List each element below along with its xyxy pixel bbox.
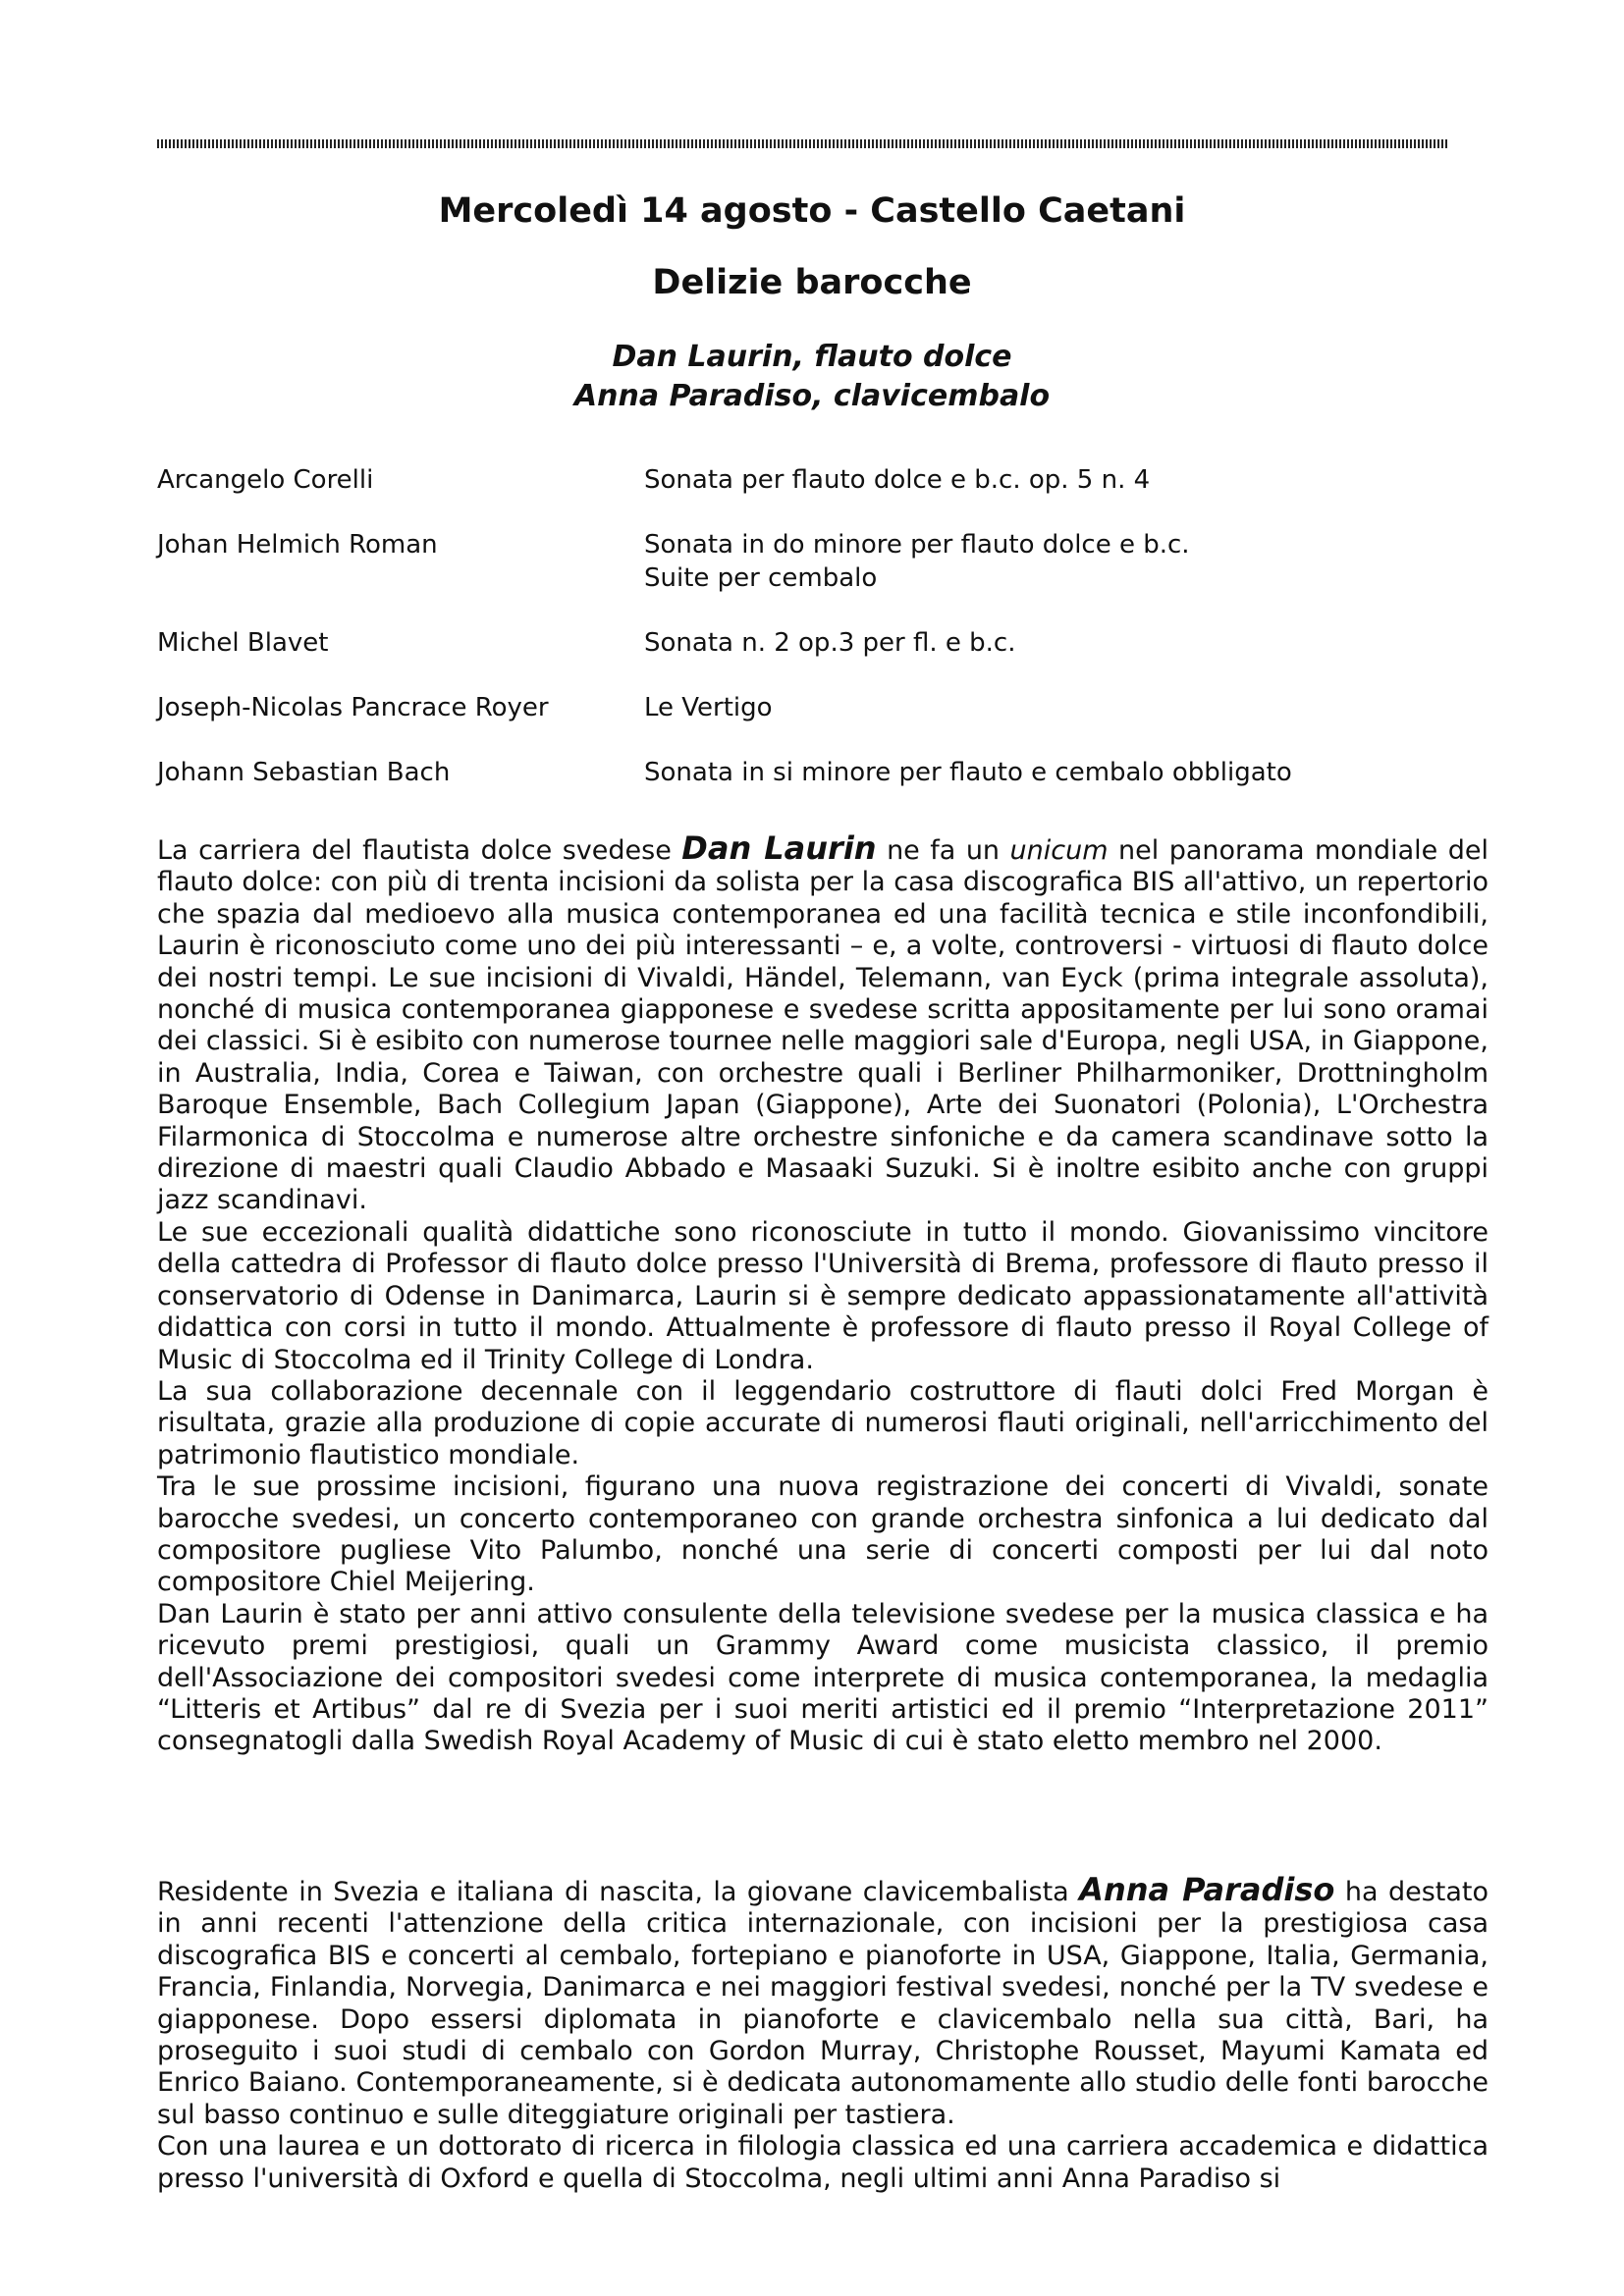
bio-paragraph bbox=[157, 829, 1489, 1217]
bio-text: nel panorama mondiale del flauto dolce: con più di trenta incisioni da solista per la casa discografica BIS all'attivo, un repertorio che spazia dal medioevo alla musica contemporanea ed una facilità tecnica e stile inconfondibili, Laurin è riconosciuto come uno dei più interessanti – e, a volte, controversi - virtuosi di flauto dolce dei nostri tempi. Le sue incisioni di Vivaldi, Händel, Telemann, van Eyck (prima integrale assoluta), nonché di musica contemporanea giapponese e svedese scritta appositamente per lui sono oramai dei classici. Si è esibito con numerose tournee nelle maggiori sale d'Europa, negli USA, in Giappone, in Australia, India, Corea e Taiwan, con orchestre quali i Berliner Philharmoniker, Drottningholm Baroque Ensemble, Bach Collegium Japan (Giappone), Arte dei Suonatori (Polonia), L'Orchestra Filarmonica di Stoccolma e numerose altre orchestre sinfoniche e da camera scandinave sotto la direzione di maestri quali Claudio Abbado e Masaaki Suzuki. Si è inoltre esibito anche con gruppi jazz scandinavi. bbox=[157, 835, 1489, 1216]
concert-program bbox=[157, 463, 1453, 821]
program-pieces bbox=[644, 626, 1453, 660]
piece-title: Sonata n. 2 op.3 per fl. e b.c. bbox=[644, 628, 1016, 658]
performers-block bbox=[0, 338, 1624, 416]
composer-name: Joseph-Nicolas Pancrace Royer bbox=[157, 693, 549, 722]
performer-line: Anna Paradiso, clavicembalo bbox=[573, 379, 1051, 413]
composer-name: Johann Sebastian Bach bbox=[157, 758, 451, 787]
composer-name: Michel Blavet bbox=[157, 628, 329, 658]
concert-title: Mercoledì 14 agosto - Castello Caetani bbox=[438, 191, 1186, 231]
composer-name: Arcangelo Corelli bbox=[157, 465, 374, 495]
piece-title: Suite per cembalo bbox=[644, 563, 878, 593]
bio-paragraph: Le sue eccezionali qualità didattiche sono riconosciute in tutto il mondo. Giovanissimo vincitore della cattedra di Professor di flauto dolce presso l'Università di Brema, professore di flauto presso il conservatorio di Odense in Danimarca, Laurin si è sempre dedicato appassionatamente all'attività didattica con corsi in tutto il mondo. Attualmente è professore di flauto presso il Royal College of Music di Stoccolma ed il Trinity College di Londra. bbox=[157, 1216, 1489, 1375]
composer-name: Johan Helmich Roman bbox=[157, 530, 438, 560]
piece-title: Sonata per flauto dolce e b.c. op. 5 n. 4 bbox=[644, 465, 1151, 495]
bio-paragraph: Dan Laurin è stato per anni attivo consulente della televisione svedese per la musica classica e ha ricevuto premi prestigiosi, quali un Grammy Award come musicista classico, il premio dell'Associazione dei compositori svedesi come interprete di musica contemporanea, la medaglia “Litteris et Artibus” dal re di Svezia per i suoi meriti artistici ed il premio “Interpretazione 2011” consegnatogli dalla Swedish Royal Academy of Music di cui è stato eletto membro nel 2000. bbox=[157, 1598, 1489, 1757]
bio-paragraph: Con una laurea e un dottorato di ricerca in filologia classica ed una carriera accademica e didattica presso l'università di Oxford e quella di Stoccolma, negli ultimi anni Anna Paradiso si bbox=[157, 2131, 1489, 2194]
bio-text: ne fa un bbox=[876, 835, 1010, 866]
program-row bbox=[157, 626, 1453, 660]
laurin-biography bbox=[157, 829, 1489, 1758]
performer-line: Dan Laurin, flauto dolce bbox=[612, 340, 1012, 374]
program-pieces bbox=[644, 691, 1453, 724]
piece-title: Sonata in si minore per flauto e cembalo obbligato bbox=[644, 758, 1292, 787]
piece-title: Sonata in do minore per flauto dolce e b.c. bbox=[644, 530, 1190, 560]
bio-italic-term: unicum bbox=[1009, 835, 1109, 866]
bio-paragraph bbox=[157, 1871, 1489, 2131]
program-pieces bbox=[644, 528, 1453, 595]
paradiso-biography bbox=[157, 1871, 1489, 2195]
bio-text: Residente in Svezia e italiana di nascita, la giovane clavicembalista bbox=[157, 1877, 1080, 1907]
program-pieces bbox=[644, 756, 1453, 789]
program-row bbox=[157, 691, 1453, 724]
bio-text: La carriera del flautista dolce svedese bbox=[157, 835, 682, 866]
concert-subtitle: Delizie barocche bbox=[652, 263, 972, 302]
program-pieces bbox=[644, 463, 1453, 497]
artist-name-highlight: Anna Paradiso bbox=[1079, 1871, 1335, 1908]
bio-paragraph: Tra le sue prossime incisioni, figurano una nuova registrazione dei concerti di Vivaldi, sonate barocche svedesi, un concerto contemporaneo con grande orchestra sinfonica a lui dedicato dal compositore pugliese Vito Palumbo, nonché una serie di concerti composti per lui dal noto compositore Chiel Meijering. bbox=[157, 1471, 1489, 1598]
bio-paragraph: La sua collaborazione decennale con il leggendario costruttore di flauti dolci Fred Morgan è risultata, grazie alla produzione di copie accurate di numerosi flauti originali, nell'arricchimento del patrimonio flautistico mondiale. bbox=[157, 1375, 1489, 1470]
program-row bbox=[157, 463, 1453, 497]
decorative-top-rule bbox=[157, 139, 1447, 148]
piece-title: Le Vertigo bbox=[644, 693, 773, 722]
bio-text: ha destato in anni recenti l'attenzione della critica internazionale, con incisioni per la prestigiosa casa discografica BIS e concerti al cembalo, fortepiano e pianoforte in USA, Giappone, Italia, Germania, Francia, Finlandia, Norvegia, Danimarca e nei maggiori festival svedesi, nonché per la TV svedese e giapponese. Dopo essersi diplomata in pianoforte e clavicembalo nella sua città, Bari, ha proseguito i suoi studi di cembalo con Gordon Murray, Christophe Rousset, Mayumi Kamata ed Enrico Baiano. Contemporaneamente, si è dedicata autonomamente allo studio delle fonti barocche sul basso continuo e sulle diteggiature originali per tastiera. bbox=[157, 1877, 1489, 2130]
program-row bbox=[157, 756, 1453, 789]
program-row bbox=[157, 528, 1453, 595]
artist-name-highlight: Dan Laurin bbox=[681, 829, 877, 867]
